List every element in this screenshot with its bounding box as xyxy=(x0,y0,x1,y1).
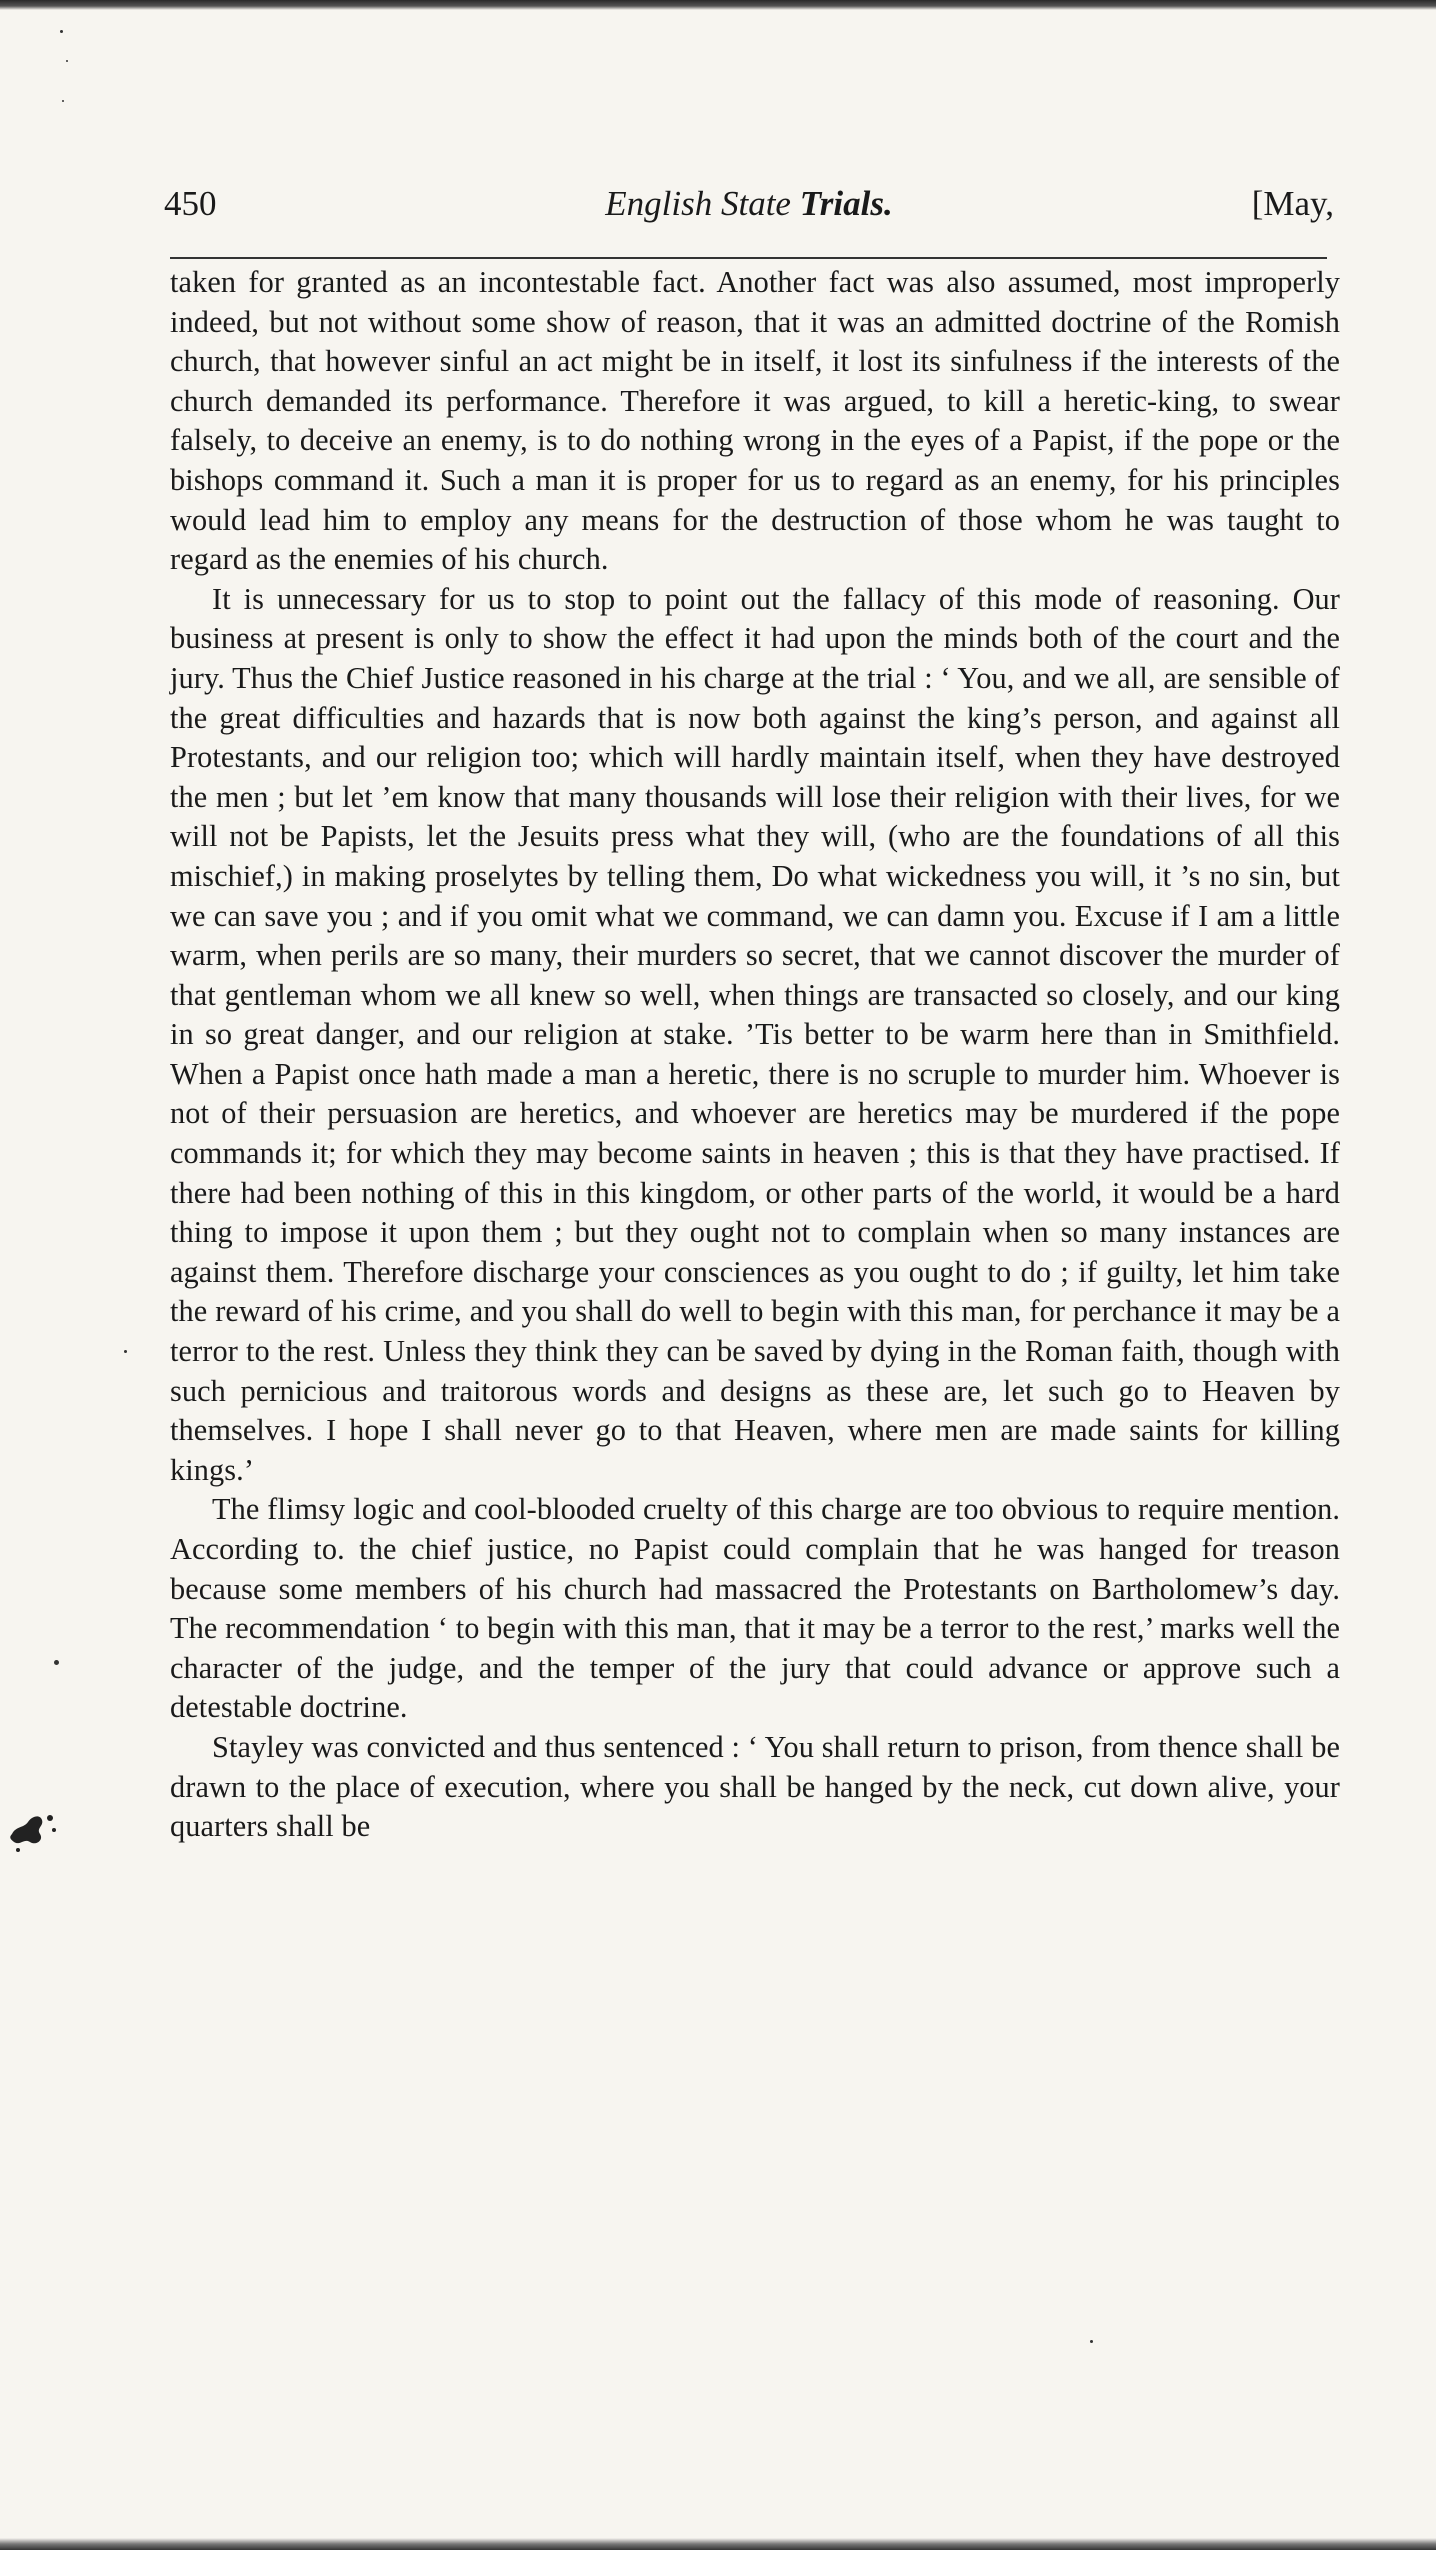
margin-speck xyxy=(124,1350,127,1353)
page-bottom-edge xyxy=(0,2538,1436,2550)
running-title xyxy=(164,184,1334,224)
margin-speck xyxy=(60,30,63,33)
margin-speck xyxy=(54,1660,59,1665)
running-title-text: English State xyxy=(605,184,791,223)
ink-blot-mark xyxy=(6,1808,62,1856)
margin-speck xyxy=(1090,2340,1093,2343)
page-number: 450 xyxy=(164,184,217,223)
paragraph-4: Stayley was convicted and thus sentenced : ‘ You shall return to prison, from thence shall be drawn to the place of execution, where you shall be hanged by the neck, cut down alive, your quarters shall be xyxy=(170,1729,1340,1844)
paragraph-1: taken for granted as an incontestable fact. Another fact was also assumed, most improperly indeed, but not without some show of reason, that it was an admitted doctrine of the Romish church, that however sinful an act might be in itself, it lost its sinfulness if the interests of the church demanded its performance. Therefore it was argued, to kill a heretic-king, to swear falsely, to deceive an enemy, is to do nothing wrong in the eyes of a Papist, if the pope or the bishops command it. Such a man it is proper for us to regard as an enemy, for his principles would lead him to employ any means for the destruction of those whom he was taught to regard as the enemies of his church. xyxy=(170,265,1340,577)
page-top-edge xyxy=(0,0,1436,10)
header-rule xyxy=(170,257,1327,259)
running-header-month: [May, xyxy=(1251,184,1334,223)
body-text xyxy=(170,263,1340,1847)
margin-speck xyxy=(66,60,68,62)
running-header xyxy=(164,184,1334,240)
paragraph-2: It is unnecessary for us to stop to point out the fallacy of this mode of reasoning. Our business at present is only to show the effect it had upon the minds both of the court and the jury. Thus the Chief Justice reasoned in his charge at the trial : ‘ You, and we all, are sensible of the great difficulties and hazards that is now both against the king’s person, and against all Protestants, and our religion too; which will hardly maintain itself, when they have destroyed the men ; but let ’em know that many thousands will lose their religion with their lives, for we will not be Papists, let the Jesuits press what they will, (who are the foundations of all this mischief,) in making proselytes by telling them, Do what wickedness you will, it ’s no sin, but we can save you ; and if you omit what we command, we can damn you. Excuse if I am a little warm, when perils are so many, their murders so secret, that we cannot discover the murder of that gentleman whom we all knew so well, when things are transacted so closely, and our king in so great danger, and our religion at stake. ’Tis better to be warm here than in Smithfield. When a Papist once hath made a man a heretic, there is no scruple to murder him. Whoever is not of their persuasion are heretics, and whoever are heretics may be murdered if the pope commands it; for which they may become saints in heaven ; this is that they have practised. If there had been nothing of this in this kingdom, or other parts of the world, it would be a hard thing to impose it upon them ; but they ought not to complain when so many instances are against them. Therefore discharge your consciences as you ought to do ; if guilty, let him take the reward of his crime, and you shall do well to begin with this man, for perchance it may be a terror to the rest. Unless they think they can be saved by dying in the Roman faith, though with such pernicious and traitorous words and designs as these are, let such go to Heaven by themselves. I hope I shall never go to that Heaven, where men are made saints for killing kings.’ xyxy=(170,581,1340,1487)
running-title-emphasis: Trials. xyxy=(799,184,893,223)
margin-speck xyxy=(62,100,64,102)
paragraph-3: The flimsy logic and cool-blooded cruelty of this charge are too obvious to require mention. According to. the chief justice, no Papist could complain that he was hanged for treason because some members of his church had massacred the Protestants on Bartholomew’s day. The recommendation ‘ to begin with this man, that it may be a terror to the rest,’ marks well the character of the judge, and the temper of the jury that could advance or approve such a detestable doctrine. xyxy=(170,1492,1340,1725)
